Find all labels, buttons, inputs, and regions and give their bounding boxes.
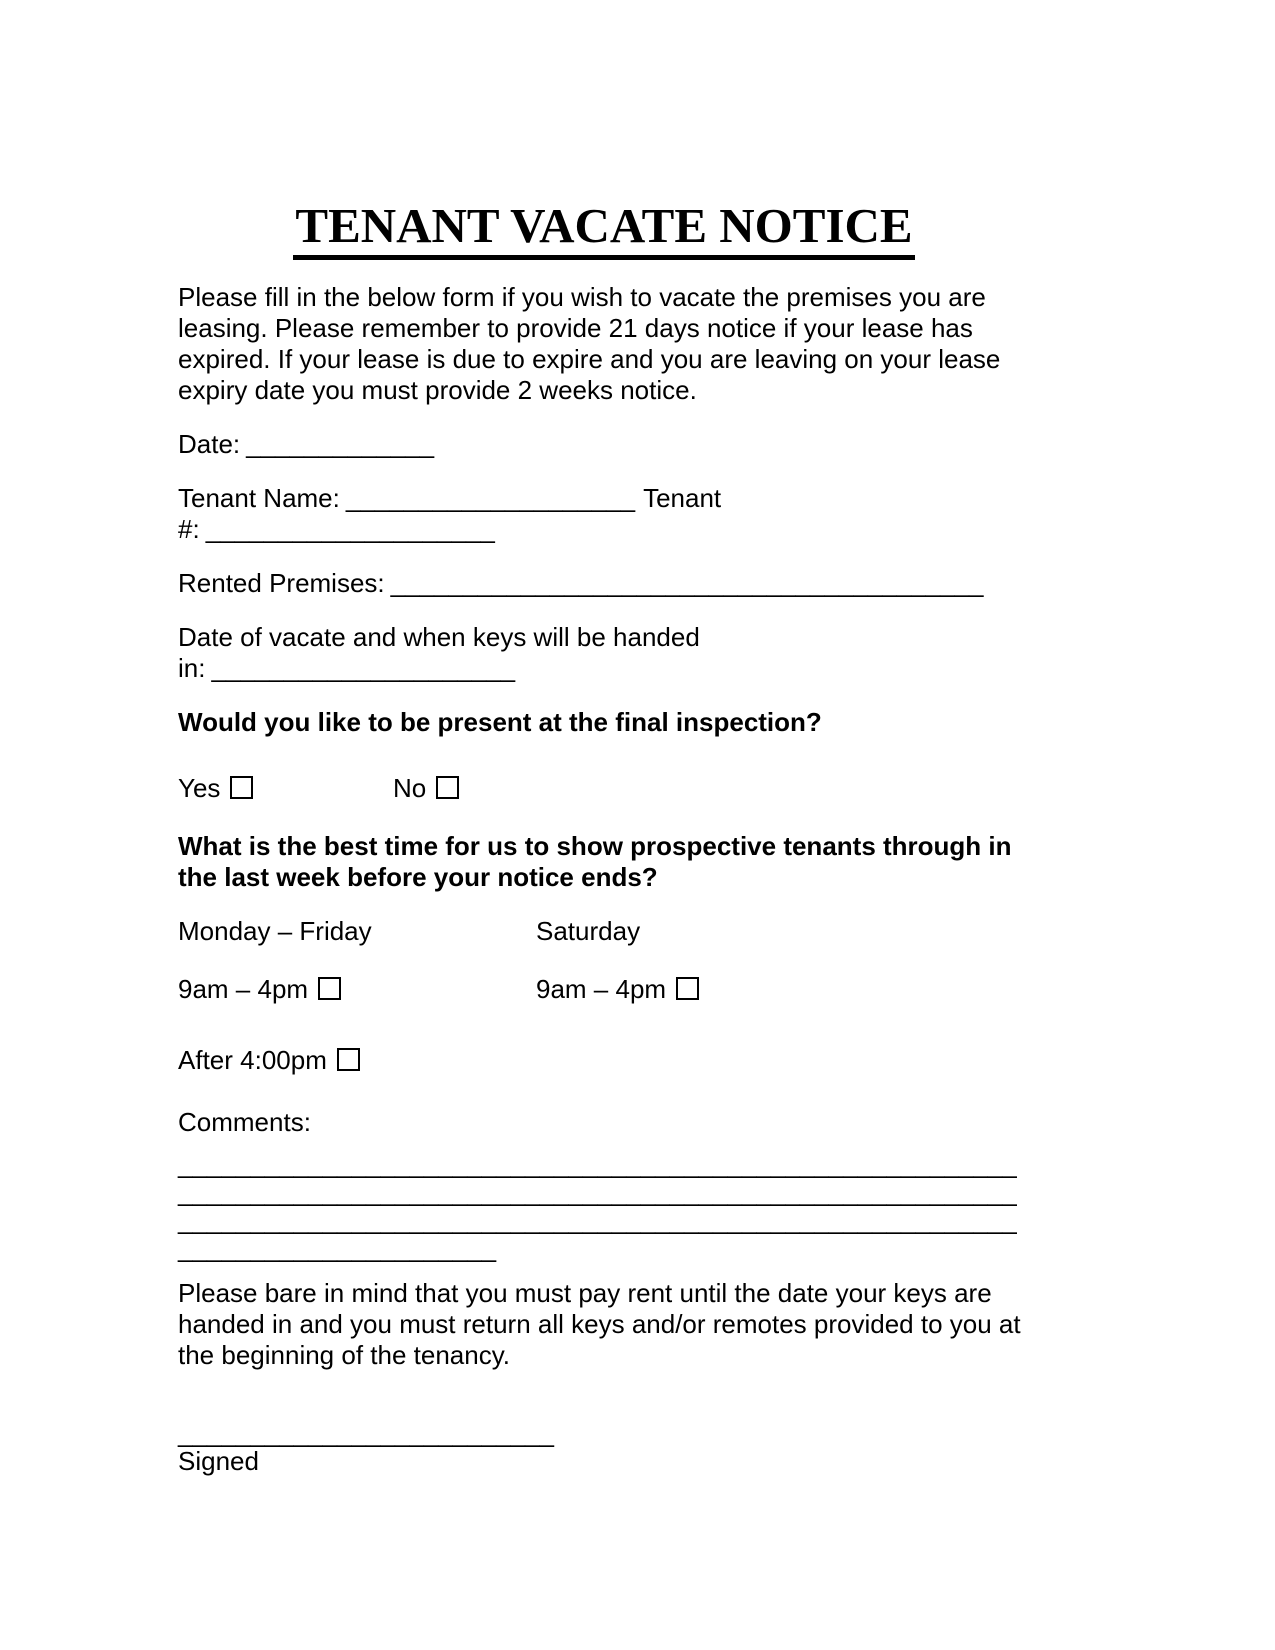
comments-line[interactable]: __________________________________________________________ (178, 1149, 1017, 1179)
inspection-yes-label: Yes (178, 773, 221, 803)
comments-line[interactable]: __________________________________________________________ (178, 1205, 1017, 1235)
inspection-question: Would you like to be present at the final inspection? (178, 707, 822, 737)
inspection-no-checkbox[interactable] (436, 776, 459, 799)
saturday-time-checkbox[interactable] (676, 977, 699, 1000)
vacate-date-label: Date of vacate and when keys will be handed in: (178, 622, 700, 683)
rented-premises-row (178, 568, 1030, 599)
signature-block (178, 1419, 1030, 1475)
saturday-header: Saturday (536, 916, 641, 946)
weekday-time-label: 9am – 4pm (178, 974, 309, 1004)
tenant-number-label: Tenant #: (178, 483, 722, 544)
weekday-time-checkbox[interactable] (318, 977, 341, 1000)
tenant-field-row (178, 483, 1030, 545)
date-field-row (178, 429, 1030, 460)
after-time-row (178, 1045, 1030, 1076)
showing-times-question: What is the best time for us to show prospective tenants through in the last week before your notice ends? (178, 831, 1012, 892)
rented-premises-label: Rented Premises: (178, 568, 385, 598)
rented-premises-input-line[interactable]: _________________________________________ (390, 568, 984, 598)
inspection-options-row (178, 773, 1030, 804)
vacate-date-row (178, 622, 1030, 684)
vacate-date-input-line[interactable]: _____________________ (211, 653, 516, 683)
comments-lines (178, 1150, 1030, 1262)
title-wrap (178, 200, 1030, 260)
date-input-line[interactable]: _____________ (246, 429, 435, 459)
tenant-name-input-line[interactable]: ____________________ (345, 483, 636, 513)
closing-note: Please bare in mind that you must pay rent until the date your keys are handed in and you must return all keys and/or remotes provided to you at the beginning of the tenancy. (178, 1278, 1021, 1370)
weekday-header: Monday – Friday (178, 916, 372, 946)
page-title: TENANT VACATE NOTICE (293, 200, 914, 260)
time-options-row (178, 974, 1030, 1005)
day-headers-row (178, 916, 1030, 947)
saturday-time-label: 9am – 4pm (536, 974, 667, 1004)
after-time-checkbox[interactable] (337, 1048, 360, 1071)
comments-label: Comments: (178, 1107, 311, 1137)
comments-line[interactable]: ______________________ (178, 1233, 497, 1263)
inspection-no-label: No (393, 773, 427, 803)
tenant-number-input-line[interactable]: ____________________ (205, 514, 495, 544)
after-time-label: After 4:00pm (178, 1045, 327, 1075)
tenant-name-label: Tenant Name: (178, 483, 340, 513)
date-label: Date: (178, 429, 241, 459)
signature-line[interactable]: __________________________ (178, 1418, 554, 1448)
comments-line[interactable]: __________________________________________________________ (178, 1177, 1017, 1207)
intro-paragraph: Please fill in the below form if you wish to vacate the premises you are leasing. Please remember to provide 21 days notice if your lease has expired. If your lease is due to expire and you are leaving on your lease expiry date you must provide 2 weeks notice. (178, 282, 1001, 405)
signed-label: Signed (178, 1446, 259, 1476)
inspection-yes-checkbox[interactable] (230, 776, 253, 799)
